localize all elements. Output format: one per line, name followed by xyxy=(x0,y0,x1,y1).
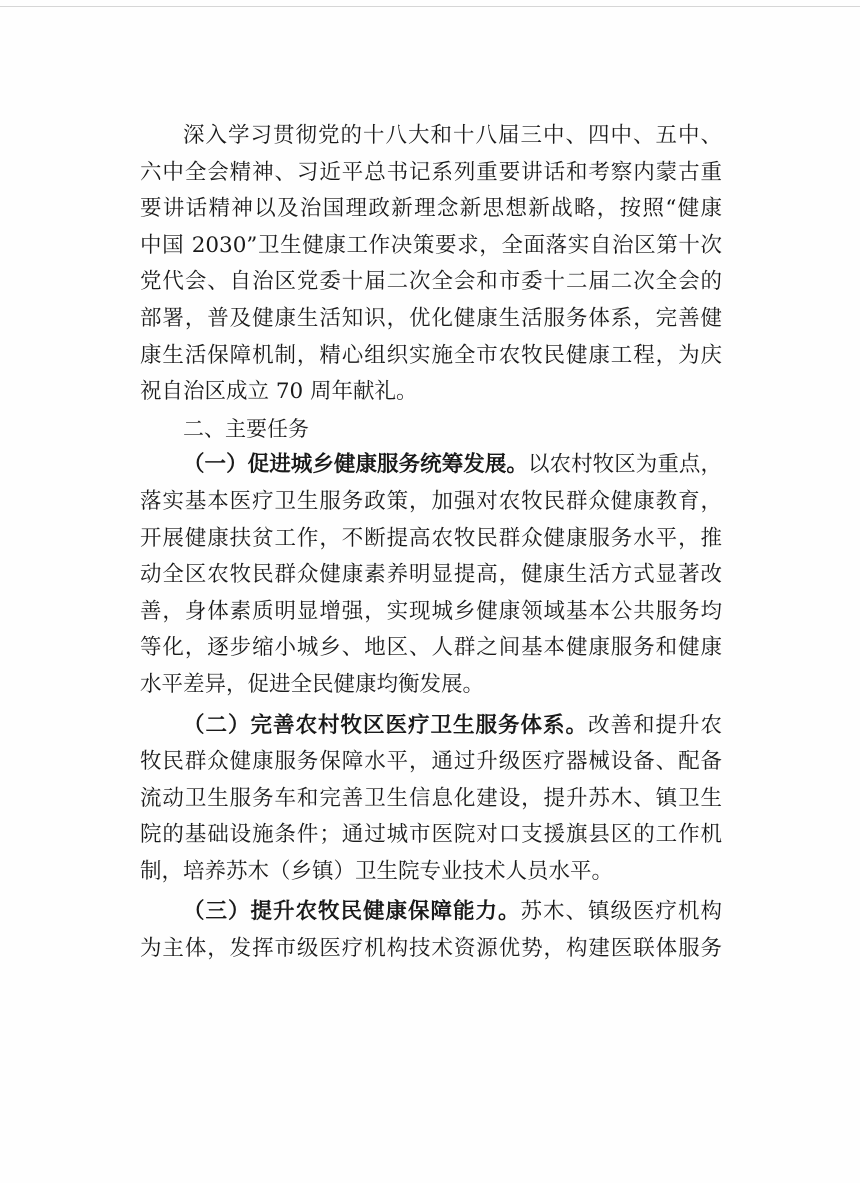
paragraph-line: 开展健康扶贫工作，不断提高农牧民群众健康服务水平，推 xyxy=(140,525,722,551)
task-item-1 xyxy=(140,447,722,703)
task-item-first-line xyxy=(140,708,722,745)
paragraph-line: 落实基本医疗卫生服务政策，加强对农牧民群众健康教育， xyxy=(140,488,722,514)
paragraph-line: 康生活保障机制，精心组织实施全市农牧民健康工程，为庆 xyxy=(140,342,722,368)
task-item-first-line xyxy=(140,894,722,931)
task-item-first-line xyxy=(140,447,722,484)
paragraph-line: 水平差异，促进全民健康均衡发展。 xyxy=(140,671,485,697)
task-item-title: （一）促进城乡健康服务统筹发展。 xyxy=(183,452,528,478)
paragraph-line: 要讲话精神以及治国理政新理念新思想新战略，按照“健康 xyxy=(140,196,722,222)
task-item-text: 以农村牧区为重点， xyxy=(527,452,722,478)
paragraph-line: 动全区农牧民群众健康素养明显提高，健康生活方式显著改 xyxy=(140,562,722,588)
task-item-text: 改善和提升农 xyxy=(587,712,722,738)
paragraph-line: 等化，逐步缩小城乡、地区、人群之间基本健康服务和健康 xyxy=(140,635,722,661)
document-body xyxy=(140,118,722,968)
paragraph-line: 部署，普及健康生活知识，优化健康生活服务体系，完善健 xyxy=(140,305,722,331)
paragraph-line: 院的基础设施条件；通过城市医院对口支援旗县区的工作机 xyxy=(140,822,722,848)
paragraph-line: 牧民群众健康服务保障水平，通过升级医疗器械设备、配备 xyxy=(140,749,722,775)
paragraph-line: 六中全会精神、习近平总书记系列重要讲话和考察内蒙古重 xyxy=(140,159,722,185)
paragraph-line: 中国 2030”卫生健康工作决策要求，全面落实自治区第十次 xyxy=(140,232,722,258)
task-item-text: 苏木、镇级医疗机构 xyxy=(520,899,722,925)
paragraph-line: 制，培养苏木（乡镇）卫生院专业技术人员水平。 xyxy=(140,858,614,884)
paragraph-line: 党代会、自治区党委十届二次全会和市委十二届二次全会的 xyxy=(140,269,722,295)
paragraph-line: 善，身体素质明显增强，实现城乡健康领域基本公共服务均 xyxy=(140,598,722,624)
task-item-title: （二）完善农村牧区医疗卫生服务体系。 xyxy=(183,712,588,738)
page-top-edge xyxy=(0,6,860,7)
paragraph-intro xyxy=(140,118,722,411)
task-item-3 xyxy=(140,894,722,967)
paragraph-line: 祝自治区成立 70 周年献礼。 xyxy=(140,379,418,405)
task-item-2 xyxy=(140,708,722,891)
paragraph-line: 深入学习贯彻党的十八大和十八届三中、四中、五中、 xyxy=(183,123,722,148)
paragraph-line: 流动卫生服务车和完善卫生信息化建设，提升苏木、镇卫生 xyxy=(140,785,722,811)
paragraph-line: 为主体，发挥市级医疗机构技术资源优势，构建医联体服务 xyxy=(140,936,722,962)
section-heading: 二、主要任务 xyxy=(183,416,309,441)
task-item-title: （三）提升农牧民健康保障能力。 xyxy=(183,899,521,925)
